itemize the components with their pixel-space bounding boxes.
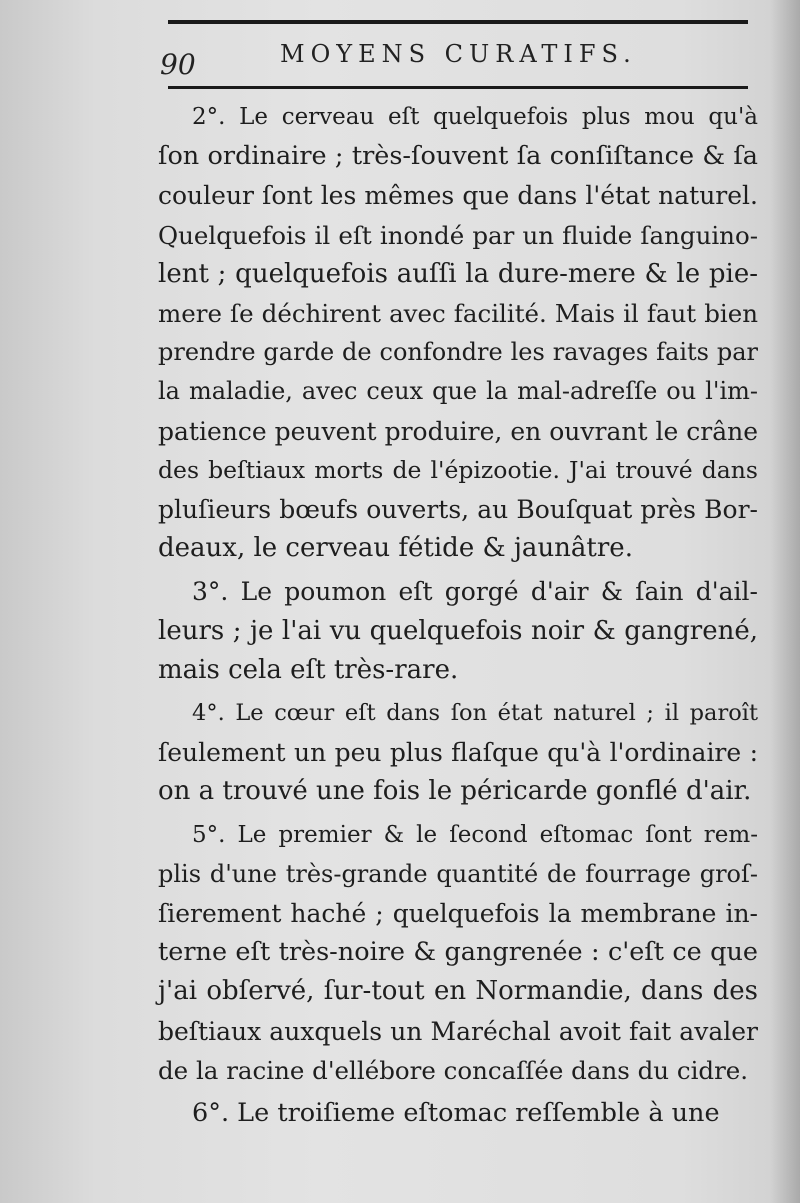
text-line: beſtiaux auxquels un Maréchal avoit fait avaler (158, 1016, 758, 1046)
body-text (158, 98, 758, 1133)
text-line: 4°. Le cœur eſt dans ſon état naturel ; il paroît (192, 700, 758, 727)
page-header (160, 20, 750, 98)
text-line: patience peuvent produire, en ouvrant le crâne (158, 416, 758, 446)
text-line: ſon ordinaire ; très-ſouvent ſa conſiſtance & ſa (158, 141, 758, 172)
running-head: MOYENS CURATIFS. (280, 40, 637, 68)
text-line: on a trouvé une fois le péricarde gonflé d'air. (158, 776, 752, 807)
page-number: 90 (160, 48, 196, 81)
text-line: pluſieurs bœufs ouverts, au Bouſquat près Bor- (158, 495, 758, 525)
text-line: lent ; quelquefois auſſi la dure-mere & le pie- (158, 258, 758, 289)
text-line: j'ai obſervé, ſur-tout en Normandie, dans des (158, 976, 758, 1007)
text-line: mere ſe déchirent avec facilité. Mais il faut bien (158, 299, 758, 329)
paragraph (158, 816, 758, 1090)
paragraph (158, 1094, 758, 1133)
text-line: terne eſt très-noire & gangrenée : c'eſt ce que (158, 937, 758, 968)
text-line: des beſtiaux morts de l'épizootie. J'ai trouvé dans (158, 455, 758, 484)
text-line: 2°. Le cerveau eſt quelquefois plus mou qu'à (192, 104, 758, 130)
text-line: prendre garde de confondre les ravages faits par (158, 338, 758, 367)
page-edge-shadow (770, 0, 800, 1203)
text-line: Quelquefois il eſt inondé par un fluide ſanguino- (158, 220, 758, 250)
text-line: plis d'une très-grande quantité de fourrage groſ- (158, 859, 758, 888)
paragraph (158, 572, 758, 690)
text-line: 5°. Le premier & le ſecond eſtomac ſont rem- (192, 821, 758, 848)
text-line: de la racine d'ellébore concaſſée dans du cidre. (158, 1055, 749, 1085)
text-line: la maladie, avec ceux que la mal-adreſſe ou l'im- (158, 377, 758, 406)
paragraph (158, 694, 758, 812)
header-rule-bottom (168, 86, 748, 89)
text-line: 3°. Le poumon eſt gorgé d'air & ſain d'ail- (192, 577, 758, 607)
text-line: ſierement haché ; quelquefois la membrane in- (158, 899, 758, 929)
text-line: couleur ſont les mêmes que dans l'état naturel. (158, 181, 758, 211)
paragraph (158, 98, 758, 568)
header-rule-top (168, 20, 748, 24)
text-line: leurs ; je l'ai vu quelquefois noir & gangrené, (158, 615, 758, 646)
text-line: 6°. Le troiſieme eſtomac reſſemble à une (192, 1098, 720, 1129)
text-line: ſeulement un peu plus flaſque qu'à l'ordinaire : (158, 738, 758, 768)
text-line: deaux, le cerveau fétide & jaunâtre. (158, 533, 633, 564)
text-line: mais cela eſt très-rare. (158, 654, 459, 685)
